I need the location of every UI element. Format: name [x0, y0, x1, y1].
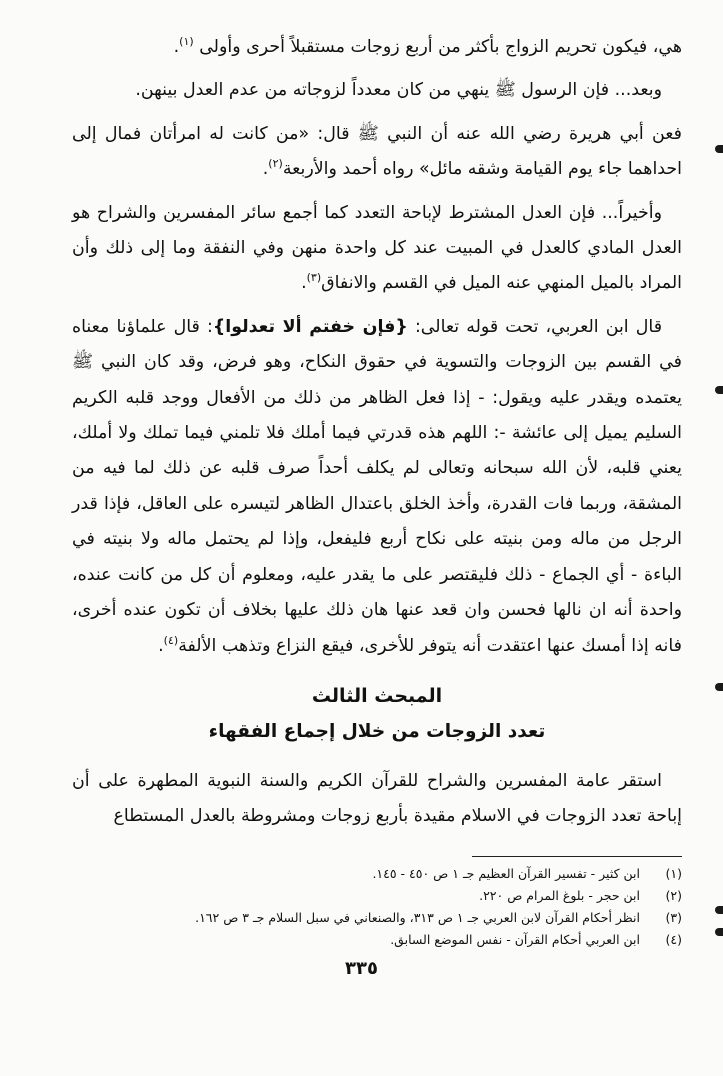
- paragraph-5: قال ابن العربي، تحت قوله تعالى: {فإن خفتم ألا تعدلوا}: قال علماؤنا معناه في القسم بين الزوجات والتسوية في حقوق النكاح، وهو فرض، وقد كان النبي ﷺ يعتمده ويقدر عليه ويقول: - إذا فعل الظاهر من ذلك من الأفعال ووجد قلبه الكريم السليم يميل إلى عائشة -: اللهم هذه قدرتي فيما أملك فلا تلمني فيما تملك ولا أملك، يعني قلبه، لأن الله سبحانه وتعالى لم يكلف أحداً صرف قلبه عن ذلك لما فيه من المشقة، وربما فات القدرة، وأخذ الخلق باعتدال الظاهر لتيسره على العاقل، فإذا قدر الرجل من ماله ومن بنيته على نكاح أربع فليفعل، وإذا لم يحتمل ماله ولا بنيته في الباءة - أي الجماع - ذلك فليقتصر على ما يقدر عليه، ومعلوم أن كل من كانت عنده، واحدة أنه ان نالها فحسن وان قعد عنها هان ذلك عليها بخلاف أن تكون عنده أخرى، فانه إذا أمسك عنها اعتقدت أنه يتوفر للأخرى، فيقع النزاع وتذهب الألفة$^{(٤)}$.: [72, 316, 682, 656]
- footnote-text: ابن كثير - تفسير القرآن العظيم جـ ١ ص ٤٥٠ - ١٤٥.: [372, 866, 640, 881]
- footnote-text: ابن العربي أحكام القرآن - نفس الموضع السابق.: [390, 932, 640, 947]
- footnote-1: [72, 863, 682, 885]
- paragraph-3: فعن أبي هريرة رضي الله عنه أن النبي ﷺ قال: «من كانت له امرأتان فمال إلى احداهما جاء يوم القيامة وشقه مائل» رواه أحمد والأربعة$^{(٢)}$.: [72, 123, 682, 180]
- scan-edge-mark: [715, 386, 723, 394]
- footnote-divider: [472, 856, 682, 857]
- scan-edge-mark: [715, 683, 723, 691]
- section-title: تعدد الزوجات من خلال إجماع الفقهاء: [208, 720, 546, 742]
- footnote-text: انظر أحكام القرآن لابن العربي جـ ١ ص ٣١٣، والصنعاني في سبل السلام جـ ٣ ص ١٦٢.: [195, 910, 640, 925]
- footnote-number: (٤): [665, 932, 682, 947]
- scan-edge-mark: [715, 928, 723, 936]
- footnote-4: [72, 929, 682, 951]
- quran-verse: {فإن خفتم ألا تعدلوا}: [212, 316, 408, 337]
- footnote-ref-1: (١): [179, 35, 194, 49]
- footnote-2: [72, 885, 682, 907]
- paragraph-2: وبعد... فإن الرسول ﷺ ينهي من كان معدداً لزوجاته من عدم العدل بينهن.: [135, 80, 662, 101]
- footnote-number: (٢): [665, 888, 682, 903]
- paragraph-6: استقر عامة المفسرين والشراح للقرآن الكريم والسنة النبوية المطهرة على أن إباحة تعدد الزوجات في الاسلام مقيدة بأربع زوجات ومشروطة بالعدل المستطاع: [72, 770, 682, 827]
- footnote-number: (١): [665, 866, 682, 881]
- footnote-text: ابن حجر - بلوغ المرام ص ٢٢٠.: [479, 888, 640, 903]
- scan-edge-mark: [715, 906, 723, 914]
- body-text: [72, 30, 682, 843]
- scan-edge-mark: [715, 145, 723, 153]
- footnote-ref-3: (٣): [306, 271, 322, 285]
- footnote-number: (٣): [665, 910, 682, 925]
- paragraph-1: هي، فيكون تحريم الزواج بأكثر من أربع زوجات مستقبلاً أحرى وأولى $^{(١)}$.: [173, 35, 682, 57]
- paragraph-4: وأخيراً... فإن العدل المشترط لإباحة التعدد كما أجمع سائر المفسرين والشراح هو العدل المادي كالعدل في المبيت عند كل واحدة منهن وفي النفقة وما إلى ذلك وأن المراد بالميل المنهي عنه الميل في القسم والانفاق$^{(٣)}$.: [72, 202, 682, 294]
- footnote-3: [72, 907, 682, 929]
- footnotes: [72, 856, 682, 951]
- section-heading: المبحث الثالث: [311, 684, 443, 707]
- footnote-ref-2: (٢): [268, 157, 283, 171]
- footnote-ref-4: (٤): [163, 633, 179, 647]
- page-number: ٣٣٥: [345, 958, 378, 979]
